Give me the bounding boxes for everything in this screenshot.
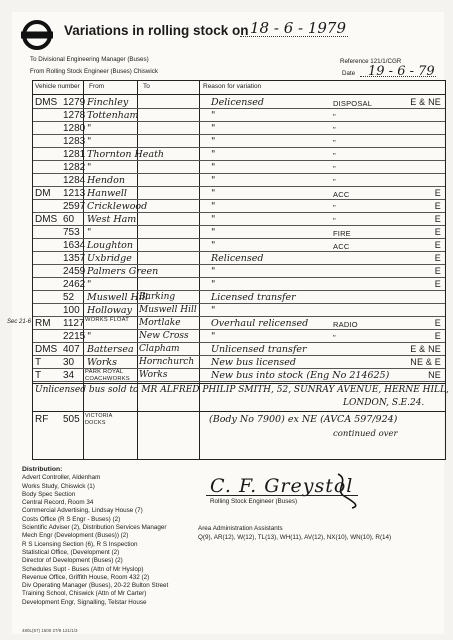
row-divider — [33, 381, 445, 382]
from-cell: Finchley — [87, 97, 129, 108]
reason-cell: " — [211, 175, 216, 186]
reason-cell: " — [211, 227, 216, 238]
flag-cell: E — [434, 240, 441, 250]
reason-cell: " — [211, 123, 216, 134]
from-cell: PARK ROYAL COACHWORKS — [85, 369, 130, 382]
from-cell: Battersea — [87, 344, 134, 355]
reason-cell: New bus into stock (Eng No 214625) — [211, 370, 390, 381]
distribution-item: Body Spec Section — [22, 490, 76, 498]
from-cell: Hanwell — [87, 188, 127, 199]
reason-cell: " — [211, 201, 216, 212]
signature: C. F. Greystol — [210, 475, 354, 497]
signature-scrawl-image — [330, 470, 370, 510]
reason-code-cell: RADIO — [333, 320, 358, 329]
distribution-heading: Distribution: — [22, 466, 63, 473]
flag-cell: E — [434, 188, 441, 198]
flag-cell: E — [434, 227, 441, 237]
from-cell: Holloway — [87, 305, 132, 316]
reason-code-cell: FIRE — [333, 229, 351, 238]
signature-line — [206, 495, 358, 496]
reason-code-cell: " — [333, 138, 336, 147]
reason-code-cell: ACC — [333, 242, 350, 251]
flag-cell: E & NE — [410, 344, 441, 354]
distribution-item: Commercial Advertising, Lindsay House (7) — [22, 507, 143, 515]
to-cell: New Cross — [139, 331, 189, 341]
reason-cell: Relicensed — [211, 253, 264, 264]
reason-cell: " — [211, 162, 216, 173]
vehicle-number: 2462 — [63, 279, 86, 290]
date-label: Date — [342, 70, 356, 77]
from-cell: " — [87, 279, 92, 290]
distribution-item: Schedules Supt - Buses (Attn of Mr Hyslop) — [22, 565, 144, 573]
vehicle-number: 1634 — [63, 240, 86, 251]
distribution-item: Costs Office (R S Engr - Buses) (2) — [22, 515, 121, 523]
flag-cell: E — [434, 214, 441, 224]
vehicle-number: 407 — [63, 344, 80, 355]
distribution-item: Training School, Chiswick (Attn of Mr Carter) — [22, 590, 147, 598]
footer-code: 480L(57) 1500 27/9 121/1/3 — [22, 628, 78, 633]
margin-note: Sec 21-6 — [7, 319, 32, 325]
reason-cell: " — [211, 110, 216, 121]
reason-cell: Unlicensed transfer — [211, 344, 307, 355]
title-date: 18 - 6 - 1979 — [250, 19, 347, 37]
flag-cell: E — [434, 318, 441, 328]
from-cell: Cricklewood — [87, 201, 148, 212]
distribution-item: Div Operating Manager (Buses), 20-22 Bulton Street — [22, 582, 169, 590]
vehicle-number: 2215 — [63, 331, 86, 342]
vehicle-number: 34 — [63, 370, 75, 381]
vehicle-prefix: DMS — [35, 344, 58, 355]
distribution-item: Central Record, Room 34 — [22, 499, 94, 507]
from-cell: Tottenham — [87, 110, 139, 121]
from-cell: Loughton — [87, 240, 134, 251]
header-divider — [33, 94, 445, 95]
vehicle-number: 2459 — [63, 266, 86, 277]
distribution-item: Works Study, Chiswick (1) — [22, 482, 95, 490]
to-cell: Barking — [139, 292, 176, 302]
vehicle-number: 753 — [63, 227, 80, 238]
from-line: From Rolling Stock Engineer (Buses) Chiswick — [30, 68, 158, 75]
date-value: 19 - 6 - 79 — [368, 64, 435, 79]
note-line-2: LONDON, S.E.24. — [343, 398, 425, 408]
vehicle-number: 505 — [63, 414, 80, 425]
vehicle-number: 1357 — [63, 253, 86, 264]
distribution-item: Mech Engr (Development (Buses)) (2) — [22, 532, 129, 540]
reason-cell: " — [211, 331, 216, 342]
from-cell: Works — [87, 357, 118, 368]
vehicle-prefix: RM — [35, 318, 51, 329]
flag-cell: E — [434, 201, 441, 211]
header-reason: Reason for variation — [203, 83, 262, 90]
continued-note: continued over — [333, 429, 398, 439]
flag-cell: E — [434, 253, 441, 263]
variations-table — [7, 80, 449, 460]
flag-cell: NE — [428, 370, 441, 380]
vehicle-number: 60 — [63, 214, 75, 225]
from-cell: WORKS FLOAT — [85, 317, 129, 323]
vehicle-number: 1279 — [63, 97, 86, 108]
vehicle-prefix: DMS — [35, 214, 58, 225]
to-cell: Works — [139, 370, 168, 380]
from-cell: " — [87, 136, 92, 147]
flag-cell: E & NE — [410, 97, 441, 107]
from-cell: " — [87, 331, 92, 342]
distribution-lines — [22, 474, 168, 607]
vehicle-number: 2597 — [63, 201, 86, 212]
vehicle-number: 1278 — [63, 110, 86, 121]
flag-cell: E — [434, 279, 441, 289]
from-cell: Hendon — [87, 175, 125, 186]
vehicle-number: 100 — [63, 305, 80, 316]
distribution-item: Revenue Office, Griffith House, Room 432 (2) — [22, 573, 150, 581]
reason-cell: Licensed transfer — [211, 292, 296, 303]
area-list: Q(9), AR(12), W(12), TL(13), WH(11), AV(12), NX(10), WN(10), R(14) — [198, 534, 392, 541]
vehicle-prefix: T — [35, 357, 42, 368]
london-transport-roundel-logo — [20, 18, 54, 52]
distribution-item: Advert Controller, Aldenham — [22, 474, 101, 482]
area-title: Area Administration Assistants — [198, 525, 283, 532]
reason-cell: " — [211, 279, 216, 290]
to-cell: Mortlake — [139, 318, 181, 328]
reason-code-cell: " — [333, 216, 336, 225]
reason-code-cell: " — [333, 112, 336, 121]
vehicle-number: 1283 — [63, 136, 86, 147]
vehicle-prefix: RF — [35, 414, 49, 425]
reason-cell: " — [211, 305, 216, 316]
from-cell: Thornton Heath — [87, 149, 165, 160]
reason-cell: " — [211, 136, 216, 147]
reason-cell: Overhaul relicensed — [211, 318, 309, 329]
flag-cell: NE & E — [410, 357, 441, 367]
form-title: Variations in rolling stock on — [64, 23, 249, 38]
reason-code-cell: " — [333, 125, 336, 134]
header-from: From — [89, 83, 105, 90]
table-row — [33, 413, 445, 426]
from-cell: West Ham — [87, 214, 137, 225]
reason-cell: " — [211, 240, 216, 251]
reason-code-cell: ACC — [333, 190, 350, 199]
reason-code-cell: " — [333, 333, 336, 342]
reason-code-cell: " — [333, 177, 336, 186]
from-cell: Muswell Hill — [87, 292, 148, 303]
note-line-1: Unlicensed bus sold to MR ALFRED PHILIP SMITH, 52, SUNRAY AVENUE, HERNE HILL, — [35, 385, 449, 395]
vehicle-prefix: T — [35, 370, 42, 381]
vehicle-number: 1282 — [63, 162, 86, 173]
reason-cell: Delicensed — [211, 97, 264, 108]
from-cell: Palmers Green — [87, 266, 159, 277]
reason-cell: (Body No 7900) ex NE (AVCA 597/924) — [209, 414, 398, 425]
distribution-item: Development Engr, Signalling, Telstar House — [22, 598, 147, 606]
vehicle-number: 30 — [63, 357, 75, 368]
reason-cell: " — [211, 149, 216, 160]
header-vehicle: Vehicle number — [35, 83, 80, 90]
from-cell: " — [87, 162, 92, 173]
vehicle-number: 1127 — [63, 318, 85, 329]
vehicle-number: 1281 — [63, 149, 86, 160]
from-cell: " — [87, 227, 92, 238]
header-to: To — [143, 83, 150, 90]
reason-cell: " — [211, 188, 216, 199]
vehicle-number: 1280 — [63, 123, 86, 134]
to-line: To Divisional Engineering Manager (Buses) — [30, 56, 149, 63]
distribution-item: Scientific Adviser (2), Distribution Services Manager — [22, 524, 167, 532]
reason-code-cell: " — [333, 164, 336, 173]
vehicle-number: 52 — [63, 292, 75, 303]
distribution-item: Statistical Office, (Development (2) — [22, 548, 120, 556]
from-cell: VICTORIA DOCKS — [85, 413, 113, 426]
vehicle-prefix: DM — [35, 188, 51, 199]
reference: Reference 121/1/CGR — [340, 58, 402, 65]
from-cell: Uxbridge — [87, 253, 132, 264]
vehicle-number: 1284 — [63, 175, 86, 186]
distribution-item: R S Licensing Section (6), R S Inspection — [22, 540, 138, 548]
vehicle-number: 1213 — [63, 188, 86, 199]
reason-cell: " — [211, 214, 216, 225]
to-cell: Clapham — [139, 344, 180, 354]
reason-cell: New bus licensed — [211, 357, 296, 368]
reason-code-cell: DISPOSAL — [333, 99, 373, 108]
signature-title: Rolling Stock Engineer (Buses) — [210, 498, 298, 505]
row-divider — [33, 411, 445, 412]
flag-cell: E — [434, 331, 441, 341]
from-cell: " — [87, 123, 92, 134]
flag-cell: E — [434, 266, 441, 276]
reason-code-cell: " — [333, 203, 336, 212]
reason-code-cell: " — [333, 151, 336, 160]
to-cell: Muswell Hill — [139, 305, 197, 315]
to-cell: Hornchurch — [139, 357, 195, 367]
reason-cell: " — [211, 266, 216, 277]
distribution-list — [22, 466, 168, 607]
distribution-item: Director of Development (Buses) (2) — [22, 557, 123, 565]
vehicle-prefix: DMS — [35, 97, 58, 108]
